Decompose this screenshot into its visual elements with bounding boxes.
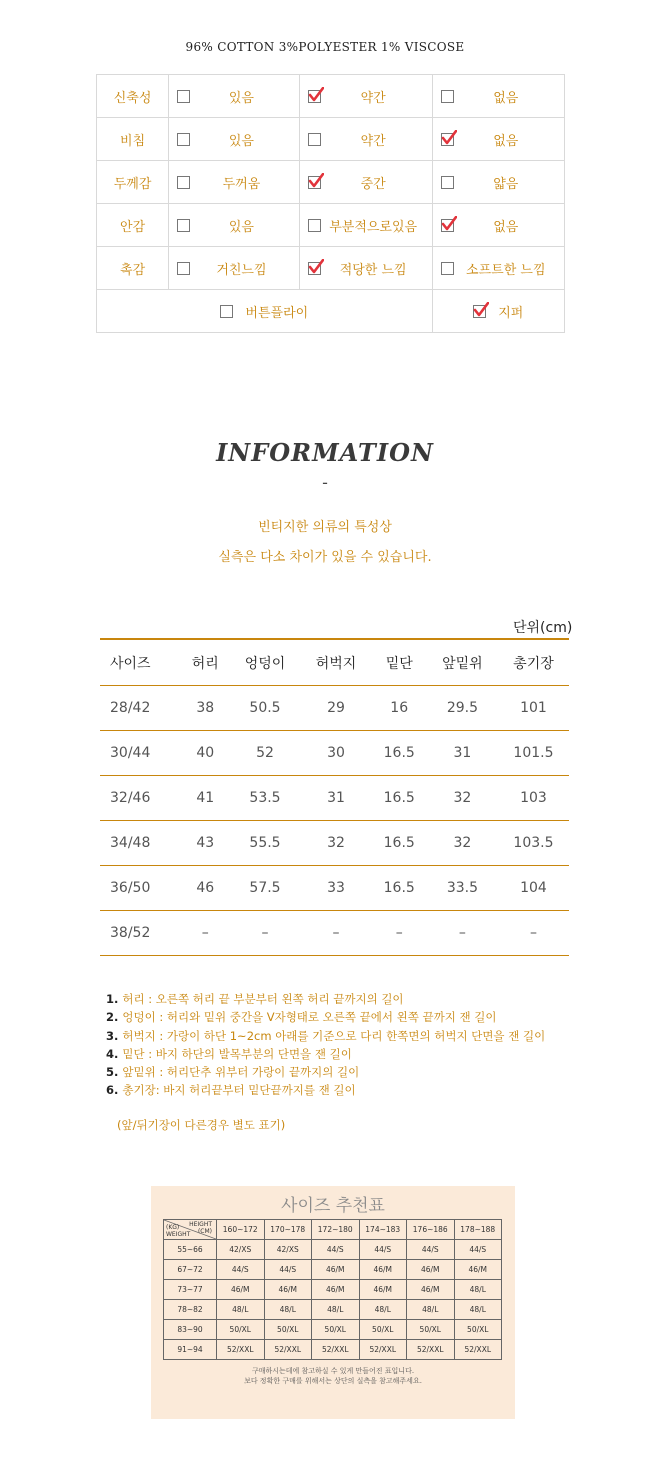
fabric-option[interactable] <box>432 161 564 204</box>
size-table-cell: 31 <box>427 731 498 776</box>
definition-number: 4. <box>106 1046 119 1061</box>
size-table-cell: – <box>229 911 300 956</box>
weight-range-cell: 83~90 <box>164 1320 217 1340</box>
size-table-header: 허벅지 <box>301 639 372 686</box>
fabric-option[interactable] <box>432 75 564 118</box>
checkbox-unchecked[interactable] <box>441 176 454 189</box>
recommended-size-cell: 48/L <box>217 1300 265 1320</box>
fabric-option[interactable] <box>299 75 432 118</box>
table-row <box>164 1320 502 1340</box>
definition-item <box>106 1027 545 1045</box>
definition-text: 밑단 : 바지 하단의 발목부분의 단면을 잰 길이 <box>122 1046 352 1061</box>
recommended-size-cell: 46/M <box>359 1280 407 1300</box>
checkbox-unchecked[interactable] <box>308 219 321 232</box>
checkbox-unchecked[interactable] <box>220 305 233 318</box>
fabric-option[interactable] <box>169 75 300 118</box>
size-table-cell: 16.5 <box>372 731 427 776</box>
fabric-option-label: 거친느낌 <box>216 262 267 278</box>
size-table-cell: 33 <box>301 866 372 911</box>
definition-item <box>106 1063 545 1081</box>
fabric-option[interactable] <box>299 118 432 161</box>
height-range-header: 174~183 <box>359 1220 407 1240</box>
table-row <box>164 1300 502 1320</box>
recommended-size-cell: 46/M <box>407 1260 455 1280</box>
definition-item <box>106 1081 545 1099</box>
definition-text: 앞밑위 : 허리단추 위부터 가랑이 끝까지의 길이 <box>122 1065 360 1080</box>
size-table-header: 총기장 <box>498 639 569 686</box>
corner-height-label: HEIGHT <box>189 1221 212 1228</box>
information-note-2: 실측은 다소 차이가 있을 수 있습니다. <box>218 550 432 565</box>
checkbox-checked[interactable] <box>473 305 486 318</box>
size-table-header: 사이즈 <box>100 639 181 686</box>
recommended-size-cell: 44/S <box>312 1240 360 1260</box>
fabric-row <box>97 118 565 161</box>
fabric-option-label: 소프트한 느낌 <box>466 262 546 278</box>
checkbox-checked[interactable] <box>441 133 454 146</box>
height-range-header: 176~186 <box>407 1220 455 1240</box>
checkmark-icon <box>308 259 324 275</box>
fabric-composition: 96% COTTON 3%POLYESTER 1% VISCOSE <box>185 40 465 54</box>
fabric-option[interactable] <box>432 204 564 247</box>
definition-number: 6. <box>106 1083 119 1098</box>
recommended-size-cell: 50/XL <box>407 1320 455 1340</box>
size-measurement-table <box>100 638 569 956</box>
size-table-cell: 32 <box>301 821 372 866</box>
recommendation-footnote <box>151 1366 515 1386</box>
checkbox-checked[interactable] <box>308 176 321 189</box>
height-range-header: 160~172 <box>217 1220 265 1240</box>
closure-row <box>97 290 565 333</box>
checkbox-unchecked[interactable] <box>177 176 190 189</box>
size-table-cell: 32 <box>427 776 498 821</box>
weight-range-cell: 67~72 <box>164 1260 217 1280</box>
recommended-size-cell: 48/L <box>264 1300 312 1320</box>
checkbox-unchecked[interactable] <box>177 90 190 103</box>
recommended-size-cell: 48/L <box>312 1300 360 1320</box>
closure-option-label: 지퍼 <box>498 305 524 321</box>
closure-option-label: 버튼플라이 <box>245 305 309 321</box>
fabric-option-label: 있음 <box>228 219 254 235</box>
size-table-cell: 103 <box>498 776 569 821</box>
definition-text: 허벅지 : 가랑이 하단 1~2cm 아래를 기준으로 다리 한쪽면의 허벅지 단면을 잰 길이 <box>122 1028 546 1043</box>
height-range-header: 172~180 <box>312 1220 360 1240</box>
size-table-cell: 28/42 <box>100 686 181 731</box>
information-dash: - <box>322 473 328 492</box>
size-table-cell: – <box>181 911 229 956</box>
size-table-cell: 52 <box>229 731 300 776</box>
size-table-cell: 31 <box>301 776 372 821</box>
fabric-option-label: 없음 <box>493 219 519 235</box>
definition-item <box>106 1008 545 1026</box>
weight-range-cell: 91~94 <box>164 1340 217 1360</box>
checkbox-unchecked[interactable] <box>177 133 190 146</box>
information-note-1: 빈티지한 의류의 특성상 <box>258 520 392 535</box>
recommended-size-cell: 52/XXL <box>264 1340 312 1360</box>
checkmark-icon <box>441 216 457 232</box>
size-table-cell: 50.5 <box>229 686 300 731</box>
fabric-option-label: 없음 <box>493 133 519 149</box>
checkbox-checked[interactable] <box>441 219 454 232</box>
definition-number: 1. <box>106 992 119 1006</box>
recommended-size-cell: 42/XS <box>264 1240 312 1260</box>
size-table-cell: 101 <box>498 686 569 731</box>
size-table-cell: 41 <box>181 776 229 821</box>
size-table-cell: 38 <box>181 686 229 731</box>
size-table-cell: 57.5 <box>229 866 300 911</box>
recommended-size-cell: 52/XXL <box>312 1340 360 1360</box>
fabric-option[interactable] <box>299 204 432 247</box>
size-table-header: 허리 <box>181 639 229 686</box>
recommended-size-cell: 50/XL <box>264 1320 312 1340</box>
recommended-size-cell: 46/M <box>359 1260 407 1280</box>
size-table-cell: 43 <box>181 821 229 866</box>
recommended-size-cell: 46/M <box>264 1280 312 1300</box>
fabric-row <box>97 161 565 204</box>
size-table-cell: 101.5 <box>498 731 569 776</box>
fabric-option-label: 적당한 느낌 <box>339 262 407 278</box>
fabric-property-label: 신축성 <box>97 75 169 118</box>
measurement-definitions <box>106 990 545 1100</box>
closure-option-zipper[interactable] <box>432 290 564 333</box>
definition-number: 2. <box>106 1010 119 1025</box>
recommended-size-cell: 46/M <box>217 1280 265 1300</box>
fabric-option[interactable] <box>299 161 432 204</box>
definition-item <box>106 990 545 1008</box>
recommended-size-cell: 46/M <box>407 1280 455 1300</box>
weight-range-cell: 73~77 <box>164 1280 217 1300</box>
checkbox-unchecked[interactable] <box>308 133 321 146</box>
recommended-size-cell: 46/M <box>454 1260 502 1280</box>
fabric-option-label: 부분적으로있음 <box>329 219 418 235</box>
recommended-size-cell: 44/S <box>217 1260 265 1280</box>
size-table-cell: – <box>427 911 498 956</box>
size-table-header: 엉덩이 <box>229 639 300 686</box>
size-table-cell: 32/46 <box>100 776 181 821</box>
height-range-header: 170~178 <box>264 1220 312 1240</box>
recommended-size-cell: 46/M <box>312 1260 360 1280</box>
fabric-option[interactable] <box>169 204 300 247</box>
size-table-cell: 55.5 <box>229 821 300 866</box>
size-table-cell: 104 <box>498 866 569 911</box>
fabric-property-label: 안감 <box>97 204 169 247</box>
fabric-option[interactable] <box>169 161 300 204</box>
size-table-cell: 16.5 <box>372 776 427 821</box>
size-table-cell: – <box>498 911 569 956</box>
recommended-size-cell: 52/XXL <box>454 1340 502 1360</box>
fabric-option-label: 없음 <box>493 90 519 106</box>
fabric-properties-table <box>96 74 565 333</box>
checkmark-icon <box>308 173 324 189</box>
corner-cm-label: (CM) <box>197 1228 212 1235</box>
table-row <box>164 1260 502 1280</box>
closure-option-button-fly[interactable] <box>97 290 433 333</box>
fabric-row <box>97 204 565 247</box>
size-table-cell: – <box>301 911 372 956</box>
checkbox-unchecked[interactable] <box>177 219 190 232</box>
fabric-option[interactable] <box>299 247 432 290</box>
definition-item <box>106 1045 545 1063</box>
recommendation-title: 사이즈 추천표 <box>281 1196 385 1216</box>
size-table-cell: 30 <box>301 731 372 776</box>
size-table-cell: 38/52 <box>100 911 181 956</box>
table-row <box>100 821 569 866</box>
fabric-option[interactable] <box>432 247 564 290</box>
table-row <box>100 731 569 776</box>
fabric-option-label: 중간 <box>360 176 386 192</box>
recommended-size-cell: 44/S <box>264 1260 312 1280</box>
size-table-header: 앞밑위 <box>427 639 498 686</box>
table-row <box>100 911 569 956</box>
fabric-option[interactable] <box>169 247 300 290</box>
weight-range-cell: 55~66 <box>164 1240 217 1260</box>
checkmark-icon <box>473 302 489 318</box>
table-row <box>100 866 569 911</box>
fabric-option[interactable] <box>169 118 300 161</box>
checkbox-unchecked[interactable] <box>441 262 454 275</box>
checkbox-checked[interactable] <box>308 90 321 103</box>
size-table-cell: 36/50 <box>100 866 181 911</box>
fabric-option-label: 두꺼움 <box>222 176 261 192</box>
size-table-cell: 103.5 <box>498 821 569 866</box>
size-table-cell: – <box>372 911 427 956</box>
size-recommendation-chart <box>151 1186 515 1419</box>
checkmark-icon <box>308 87 324 103</box>
recommended-size-cell: 48/L <box>454 1300 502 1320</box>
definitions-note: (앞/뒤기장이 다른경우 별도 표기) <box>117 1118 286 1132</box>
size-table-cell: 16.5 <box>372 821 427 866</box>
corner-weight-label: WEIGHT <box>166 1231 191 1238</box>
unit-label: 단위(cm) <box>513 620 573 636</box>
recommendation-foot-1: 구매하시는데에 참고하실 수 있게 만들어진 표입니다. <box>251 1367 415 1375</box>
table-row <box>100 686 569 731</box>
weight-range-cell: 78~82 <box>164 1300 217 1320</box>
checkmark-icon <box>441 130 457 146</box>
fabric-row <box>97 75 565 118</box>
size-table-cell: 16 <box>372 686 427 731</box>
definition-text: 엉덩이 : 허리와 밑위 중간을 V자형태로 오른쪽 끝에서 왼쪽 끝까지 잰 길이 <box>122 1010 497 1025</box>
size-table-cell: 30/44 <box>100 731 181 776</box>
recommended-size-cell: 52/XXL <box>407 1340 455 1360</box>
recommended-size-cell: 48/L <box>359 1300 407 1320</box>
recommendation-table <box>163 1219 502 1360</box>
recommendation-foot-2: 보다 정확한 구매를 위해서는 상단의 실측을 참고해주세요. <box>244 1377 422 1385</box>
table-row <box>100 776 569 821</box>
definition-text: 총기장: 바지 허리끝부터 밑단끝까지를 잰 길이 <box>122 1083 356 1098</box>
size-table-cell: 32 <box>427 821 498 866</box>
table-row <box>164 1280 502 1300</box>
corner-cell <box>164 1220 217 1240</box>
fabric-option-label: 얇음 <box>493 176 519 192</box>
checkbox-checked[interactable] <box>308 262 321 275</box>
recommended-size-cell: 50/XL <box>454 1320 502 1340</box>
table-row <box>164 1240 502 1260</box>
definition-text: 허리 : 오른쪽 허리 끝 부분부터 왼쪽 허리 끝까지의 길이 <box>122 992 404 1006</box>
fabric-property-label: 비침 <box>97 118 169 161</box>
fabric-option-label: 있음 <box>228 90 254 106</box>
fabric-property-label: 두께감 <box>97 161 169 204</box>
size-table-cell: 29.5 <box>427 686 498 731</box>
fabric-option-label: 있음 <box>228 133 254 149</box>
recommended-size-cell: 50/XL <box>217 1320 265 1340</box>
recommended-size-cell: 46/M <box>312 1280 360 1300</box>
recommended-size-cell: 44/S <box>407 1240 455 1260</box>
size-table-cell: 40 <box>181 731 229 776</box>
checkbox-unchecked[interactable] <box>177 262 190 275</box>
size-table-cell: 46 <box>181 866 229 911</box>
recommended-size-cell: 48/L <box>454 1280 502 1300</box>
recommended-size-cell: 48/L <box>407 1300 455 1320</box>
size-table-header: 밑단 <box>372 639 427 686</box>
fabric-option[interactable] <box>432 118 564 161</box>
fabric-row <box>97 247 565 290</box>
recommended-size-cell: 50/XL <box>359 1320 407 1340</box>
checkbox-unchecked[interactable] <box>441 90 454 103</box>
recommended-size-cell: 44/S <box>359 1240 407 1260</box>
size-table-cell: 34/48 <box>100 821 181 866</box>
recommended-size-cell: 50/XL <box>312 1320 360 1340</box>
size-table-cell: 33.5 <box>427 866 498 911</box>
size-table-cell: 29 <box>301 686 372 731</box>
size-table-cell: 16.5 <box>372 866 427 911</box>
fabric-option-label: 약간 <box>360 90 386 106</box>
table-row <box>164 1340 502 1360</box>
corner-kg-label: (KG) <box>166 1224 180 1231</box>
recommended-size-cell: 42/XS <box>217 1240 265 1260</box>
recommended-size-cell: 52/XXL <box>359 1340 407 1360</box>
recommended-size-cell: 52/XXL <box>217 1340 265 1360</box>
definition-number: 3. <box>106 1028 119 1043</box>
recommended-size-cell: 44/S <box>454 1240 502 1260</box>
fabric-property-label: 촉감 <box>97 247 169 290</box>
fabric-option-label: 약간 <box>360 133 386 149</box>
height-range-header: 178~188 <box>454 1220 502 1240</box>
definition-number: 5. <box>106 1065 119 1080</box>
information-heading: INFORMATION <box>216 438 434 467</box>
size-table-cell: 53.5 <box>229 776 300 821</box>
